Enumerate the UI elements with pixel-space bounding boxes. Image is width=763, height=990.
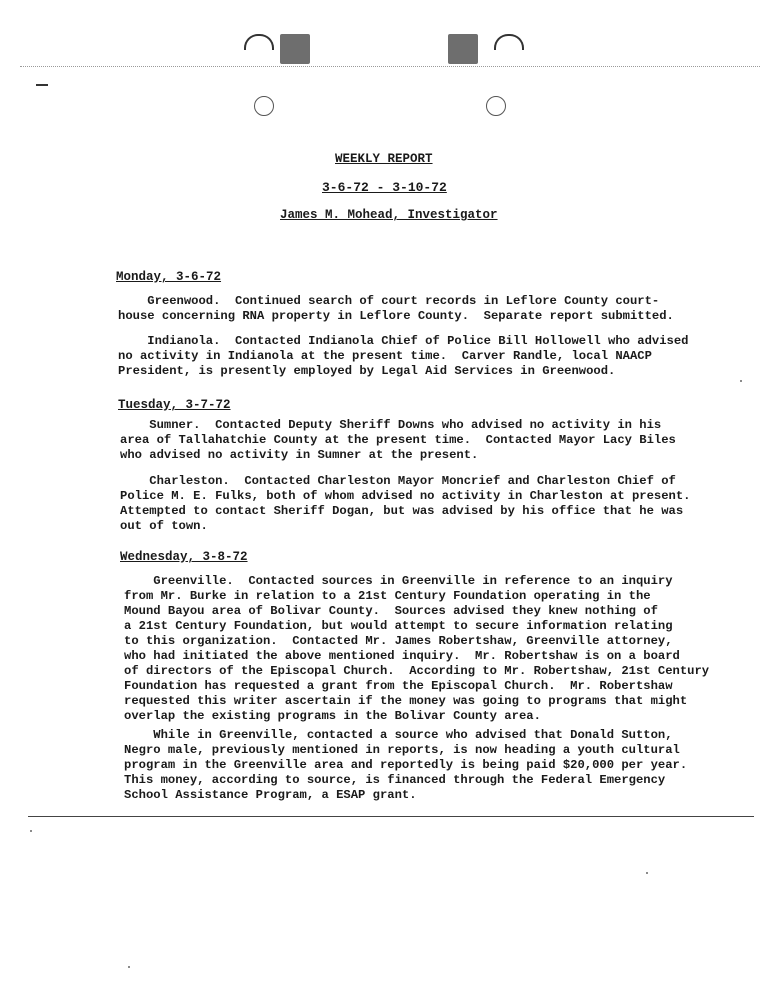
punch-hole-icon <box>486 96 506 116</box>
text-line: Greenwood. Continued search of court records in Leflore County court- <box>118 294 660 308</box>
paragraph-greenville <box>124 574 709 724</box>
text-line: to this organization. Contacted Mr. James Robertshaw, Greenville attorney, <box>124 634 673 648</box>
text-line: Police M. E. Fulks, both of whom advised no activity in Charleston at present. <box>120 489 691 503</box>
text-line: requested this writer ascertain if the money was going to programs that might <box>124 694 688 708</box>
page-bottom-rule <box>28 816 754 817</box>
text-line: a 21st Century Foundation, but would attempt to secure information relating <box>124 619 673 633</box>
text-line: While in Greenville, contacted a source who advised that Donald Sutton, <box>124 728 673 742</box>
binder-clip-icon <box>280 34 310 64</box>
text-line: President, is presently employed by Legal Aid Services in Greenwood. <box>118 364 616 378</box>
text-line: Indianola. Contacted Indianola Chief of Police Bill Hollowell who advised <box>118 334 689 348</box>
report-title: WEEKLY REPORT <box>335 152 433 166</box>
staple-mark-icon <box>244 34 274 50</box>
text-line: Charleston. Contacted Charleston Mayor Moncrief and Charleston Chief of <box>120 474 676 488</box>
punch-hole-icon <box>254 96 274 116</box>
paragraph-charleston <box>120 474 690 534</box>
text-line: out of town. <box>120 519 208 533</box>
scan-edge-line <box>20 66 760 67</box>
text-line: Sumner. Contacted Deputy Sheriff Downs who advised no activity in his <box>120 418 662 432</box>
text-line: program in the Greenville area and reportedly is being paid $20,000 per year. <box>124 758 688 772</box>
text-line: Mound Bayou area of Bolivar County. Sources advised they knew nothing of <box>124 604 658 618</box>
text-line: no activity in Indianola at the present time. Carver Randle, local NAACP <box>118 349 652 363</box>
binder-clip-icon <box>448 34 478 64</box>
text-line: This money, according to source, is financed through the Federal Emergency <box>124 773 666 787</box>
text-line: School Assistance Program, a ESAP grant. <box>124 788 417 802</box>
scan-mark <box>36 84 48 86</box>
day-heading-monday: Monday, 3-6-72 <box>116 270 222 284</box>
text-line: who advised no activity in Sumner at the present. <box>120 448 479 462</box>
text-line: area of Tallahatchie County at the present time. Contacted Mayor Lacy Biles <box>120 433 676 447</box>
scan-speck <box>30 830 32 832</box>
paragraph-donald-sutton <box>124 728 687 803</box>
report-author: James M. Mohead, Investigator <box>280 208 498 222</box>
paragraph-indianola <box>118 334 688 379</box>
day-heading-wednesday: Wednesday, 3-8-72 <box>120 550 248 564</box>
scan-speck <box>740 380 742 382</box>
text-line: who had initiated the above mentioned inquiry. Mr. Robertshaw is on a board <box>124 649 680 663</box>
text-line: overlap the existing programs in the Bolivar County area. <box>124 709 541 723</box>
scan-speck <box>646 872 648 874</box>
text-line: from Mr. Burke in relation to a 21st Century Foundation operating in the <box>124 589 651 603</box>
text-line: Greenville. Contacted sources in Greenville in reference to an inquiry <box>124 574 673 588</box>
text-line: house concerning RNA property in Leflore County. Separate report submitted. <box>118 309 674 323</box>
text-line: of directors of the Episcopal Church. According to Mr. Robertshaw, 21st Century <box>124 664 710 678</box>
paragraph-greenwood <box>118 294 674 324</box>
text-line: Negro male, previously mentioned in reports, is now heading a youth cultural <box>124 743 680 757</box>
report-date-range: 3-6-72 - 3-10-72 <box>322 180 447 195</box>
day-heading-tuesday: Tuesday, 3-7-72 <box>118 398 231 412</box>
scan-speck <box>128 966 130 968</box>
paragraph-sumner <box>120 418 676 463</box>
text-line: Foundation has requested a grant from the Episcopal Church. Mr. Robertshaw <box>124 679 673 693</box>
text-line: Attempted to contact Sheriff Dogan, but was advised by his office that he was <box>120 504 684 518</box>
staple-mark-icon <box>494 34 524 50</box>
